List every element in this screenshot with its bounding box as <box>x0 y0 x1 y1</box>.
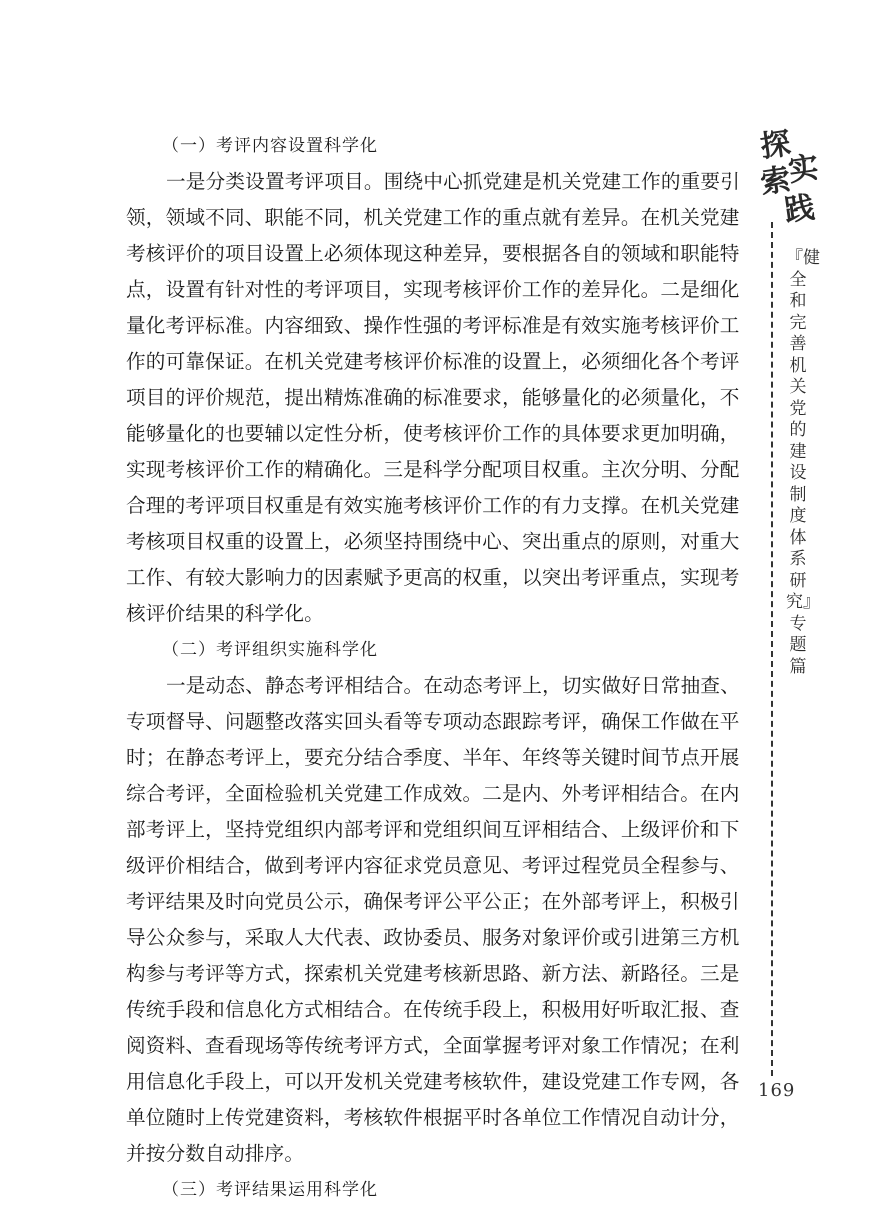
main-text <box>126 128 752 1208</box>
section-heading: （一）考评内容设置科学化 <box>162 136 378 156</box>
sidebar-dotted-rule <box>771 222 773 1076</box>
text-line: 阅资料、查看现场等传统考评方式，全面掌握考评对象工作情况；在利 <box>126 1034 740 1057</box>
text-line: 用信息化手段上，可以开发机关党建考核软件，建设党建工作专网，各 <box>126 1070 740 1093</box>
text-line: 部考评上，坚持党组织内部考评和党组织间互评相结合、上级评价和下 <box>126 818 740 841</box>
text-line: 工作、有较大影响力的因素赋予更高的权重，以突出考评重点，实现考 <box>126 566 740 589</box>
text-line: 并按分数自动排序。 <box>126 1142 305 1165</box>
text-line: 核评价结果的科学化。 <box>126 602 324 625</box>
text-line: 传统手段和信息化方式相结合。在传统手段上，积极用好听取汇报、查 <box>126 998 740 1021</box>
text-line: 合理的考评项目权重是有效实施考核评价工作的有力支撑。在机关党建 <box>126 494 740 517</box>
text-line: 综合考评，全面检验机关党建工作成效。二是内、外考评相结合。在内 <box>126 782 740 805</box>
text-line: 时；在静态考评上，要充分结合季度、半年、年终等关键时间节点开展 <box>126 746 740 769</box>
text-line: 作的可靠保证。在机关党建考核评价标准的设置上，必须细化各个考评 <box>126 350 740 373</box>
text-line: 专项督导、问题整改落实回头看等专项动态跟踪考评，确保工作做在平 <box>126 710 740 733</box>
text-line: 考核评价的项目设置上必须体现这种差异，要根据各自的领域和职能特 <box>126 242 740 265</box>
text-line: 领，领域不同、职能不同，机关党建工作的重点就有差异。在机关党建 <box>126 206 740 229</box>
text-line: 导公众参与，采取人大代表、政协委员、服务对象评价或引进第三方机 <box>126 926 740 949</box>
text-line: 能够量化的也要辅以定性分析，使考核评价工作的具体要求更加明确， <box>126 422 740 445</box>
text-line: 一是动态、静态考评相结合。在动态考评上，切实做好日常抽查、 <box>166 674 741 697</box>
sidebar-title-char: 践 <box>782 190 817 229</box>
text-line: 实现考核评价工作的精确化。三是科学分配项目权重。主次分明、分配 <box>126 458 740 481</box>
text-line: 项目的评价规范，提出精炼准确的标准要求，能够量化的必须量化，不 <box>126 386 740 409</box>
section-heading: （三）考评结果运用科学化 <box>162 1180 378 1200</box>
text-line: 单位随时上传党建资料，考核软件根据平时各单位工作情况自动计分， <box>126 1106 740 1129</box>
sidebar-title-char: 实 <box>786 150 821 189</box>
text-line: 一是分类设置考评项目。围绕中心抓党建是机关党建工作的重要引 <box>166 170 741 193</box>
sidebar-title-char: 索 <box>758 162 793 201</box>
text-line: 点，设置有针对性的考评项目，实现考核评价工作的差异化。二是细化 <box>126 278 740 301</box>
text-line: 考核项目权重的设置上，必须坚持围绕中心、突出重点的原则，对重大 <box>126 530 740 553</box>
sidebar-title <box>758 118 821 230</box>
section-heading: （二）考评组织实施科学化 <box>162 640 378 660</box>
sidebar-vertical-text: 『健全和完善机关党的建设制度体系研究』专题篇 <box>786 248 820 677</box>
text-line: 级评价相结合，做到考评内容征求党员意见、考评过程党员全程参与、 <box>126 854 740 877</box>
text-line: 量化考评标准。内容细致、操作性强的考评标准是有效实施考核评价工 <box>126 314 740 337</box>
sidebar-title-char: 探 <box>758 126 793 165</box>
text-line: 考评结果及时向党员公示，确保考评公平公正；在外部考评上，积极引 <box>126 890 740 913</box>
page-number: 169 <box>758 1080 796 1101</box>
text-line: 构参与考评等方式，探索机关党建考核新思路、新方法、新路径。三是 <box>126 962 740 985</box>
